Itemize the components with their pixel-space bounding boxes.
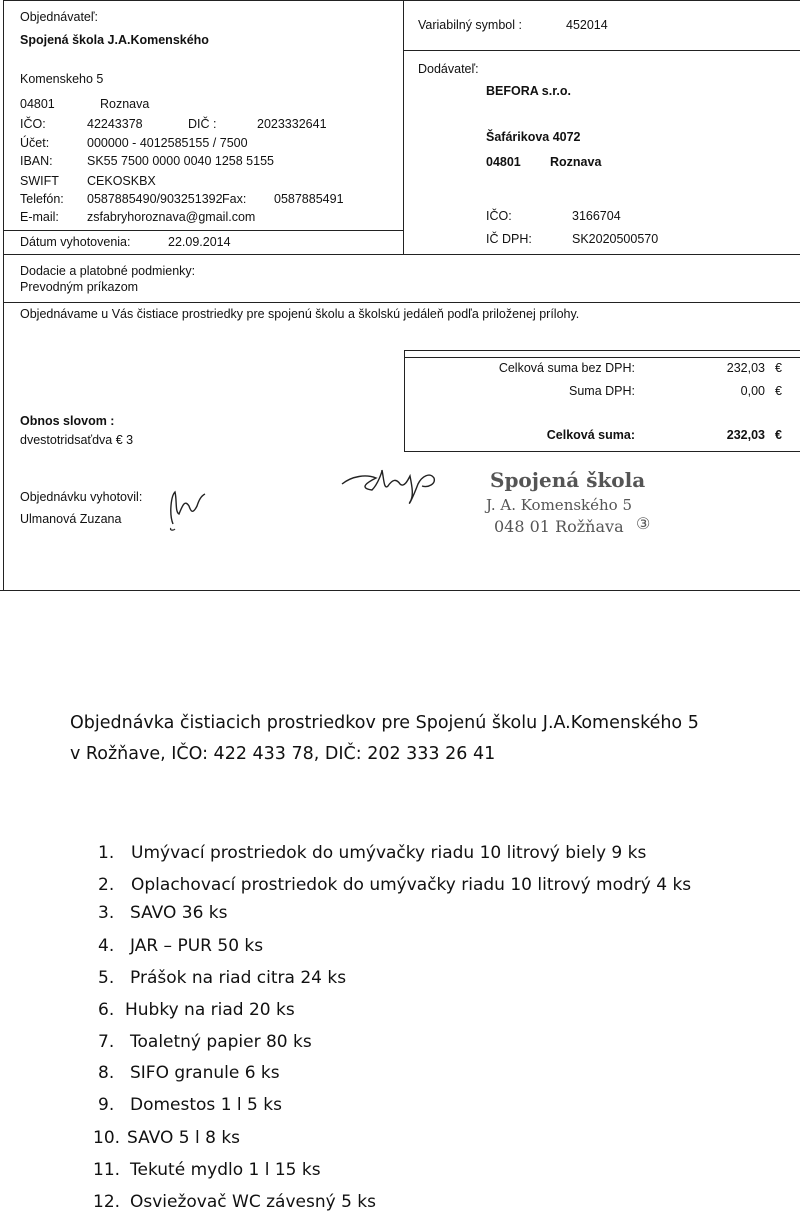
issued-by-name: Ulmanová Zuzana: [20, 512, 122, 526]
stamp-line3: 048 01 Rožňava: [494, 517, 624, 536]
buyer-phone-label: Telefón:: [20, 192, 64, 206]
stamp-line1: Spojená škola: [490, 468, 646, 492]
list-item-number: 11.: [93, 1160, 121, 1180]
section-divider-1: [3, 254, 800, 255]
in-words-value: dvestotridsaťdva € 3: [20, 433, 134, 447]
buyer-fax: 0587885491: [274, 192, 344, 206]
stamp-mark: ③: [636, 514, 651, 533]
buyer-iban: SK55 7500 0000 0040 1258 5155: [87, 154, 274, 168]
buyer-dic-label: DIČ :: [188, 117, 217, 131]
buyer-dic: 2023332641: [257, 117, 327, 131]
date-value: 22.09.2014: [168, 235, 231, 249]
variable-symbol: 452014: [566, 18, 608, 32]
list-item-number: 7.: [98, 1032, 115, 1052]
buyer-label: Objednávateľ:: [20, 10, 99, 24]
total-currency: €: [775, 428, 782, 442]
terms-label: Dodacie a platobné podmienky:: [20, 264, 196, 278]
list-item-number: 1.: [98, 843, 115, 863]
list-item: Tekuté mydlo 1 l 15 ks: [130, 1160, 321, 1180]
list-item-number: 10.: [93, 1128, 121, 1148]
supplier-icdph-label: IČ DPH:: [486, 232, 532, 246]
signature-issuer: [163, 484, 213, 532]
list-item: Umývací prostriedok do umývačky riadu 10 litrový biely 9 ks: [131, 843, 647, 863]
frame-bottom: [0, 590, 800, 591]
order-text: Objednávame u Vás čistiace prostriedky pre spojenú školu a školskú jedáleň podľa priloženej prílohy.: [20, 307, 580, 321]
buyer-iban-label: IBAN:: [20, 154, 53, 168]
buyer-account-label: Účet:: [20, 136, 50, 150]
vat-label: Suma DPH:: [569, 384, 635, 398]
list-item-number: 2.: [98, 875, 115, 895]
frame-divider: [403, 0, 404, 254]
vs-divider: [403, 50, 800, 51]
variable-symbol-label: Variabilný symbol :: [418, 18, 522, 32]
list-item: JAR – PUR 50 ks: [130, 936, 264, 956]
list-item-number: 8.: [98, 1063, 115, 1083]
supplier-icdph: SK2020500570: [572, 232, 659, 246]
list-item: Toaletný papier 80 ks: [130, 1032, 312, 1052]
supplier-ico: 3166704: [572, 209, 621, 223]
buyer-email-label: E-mail:: [20, 210, 59, 224]
frame-top: [3, 0, 800, 1]
net-currency: €: [775, 361, 782, 375]
stamp-line2: J. A. Komenského 5: [486, 496, 633, 514]
total-value: 232,03: [726, 428, 765, 442]
totals-inner-line: [404, 357, 800, 358]
date-divider-top: [3, 230, 403, 231]
net-label: Celková suma bez DPH:: [498, 361, 635, 375]
supplier-zip: 04801: [486, 155, 521, 169]
list-item: Hubky na riad 20 ks: [125, 1000, 295, 1020]
supplier-name: BEFORA s.r.o.: [486, 84, 571, 98]
attachment-title-line2: v Rožňave, IČO: 422 433 78, DIČ: 202 333 26 41: [70, 744, 496, 764]
supplier-ico-label: IČO:: [486, 209, 512, 223]
list-item-number: 6.: [98, 1000, 115, 1020]
list-item-number: 9.: [98, 1095, 115, 1115]
buyer-swift: CEKOSKBX: [87, 174, 156, 188]
supplier-label: Dodávateľ:: [418, 62, 479, 76]
vat-currency: €: [775, 384, 782, 398]
buyer-name: Spojená škola J.A.Komenského: [20, 33, 209, 47]
buyer-email: zsfabryhoroznava@gmail.com: [87, 210, 256, 224]
total-label: Celková suma:: [546, 428, 635, 442]
buyer-ico-label: IČO:: [20, 117, 46, 131]
buyer-fax-label: Fax:: [222, 192, 247, 206]
attachment-title-line1: Objednávka čistiacich prostriedkov pre Spojenú školu J.A.Komenského 5: [70, 713, 699, 733]
buyer-zip: 04801: [20, 97, 55, 111]
date-label: Dátum vyhotovenia:: [20, 235, 131, 249]
in-words-label: Obnos slovom :: [20, 414, 115, 428]
buyer-ico: 42243378: [87, 117, 143, 131]
list-item-number: 3.: [98, 903, 115, 923]
list-item: Osviežovač WC závesný 5 ks: [130, 1192, 376, 1212]
list-item: Domestos 1 l 5 ks: [130, 1095, 282, 1115]
list-item-number: 12.: [93, 1192, 121, 1212]
net-value: 232,03: [726, 361, 765, 375]
vat-value: 0,00: [740, 384, 765, 398]
section-divider-2: [3, 302, 800, 303]
list-item: Prášok na riad citra 24 ks: [130, 968, 347, 988]
supplier-city: Roznava: [550, 155, 602, 169]
buyer-phone: 0587885490/903251392: [87, 192, 223, 206]
signature-approver: [338, 462, 448, 512]
buyer-city: Roznava: [100, 97, 150, 111]
list-item: SAVO 36 ks: [130, 903, 228, 923]
buyer-account: 000000 - 4012585155 / 7500: [87, 136, 248, 150]
list-item-number: 5.: [98, 968, 115, 988]
list-item: Oplachovací prostriedok do umývačky riadu 10 litrový modrý 4 ks: [131, 875, 692, 895]
issued-by-label: Objednávku vyhotovil:: [20, 490, 143, 504]
buyer-swift-label: SWIFT: [20, 174, 59, 188]
list-item-number: 4.: [98, 936, 115, 956]
list-item: SAVO 5 l 8 ks: [127, 1128, 241, 1148]
terms-value: Prevodným príkazom: [20, 280, 139, 294]
list-item: SIFO granule 6 ks: [130, 1063, 280, 1083]
supplier-street: Šafárikova 4072: [486, 130, 581, 144]
frame-left: [3, 0, 4, 590]
buyer-street: Komenskeho 5: [20, 72, 104, 86]
